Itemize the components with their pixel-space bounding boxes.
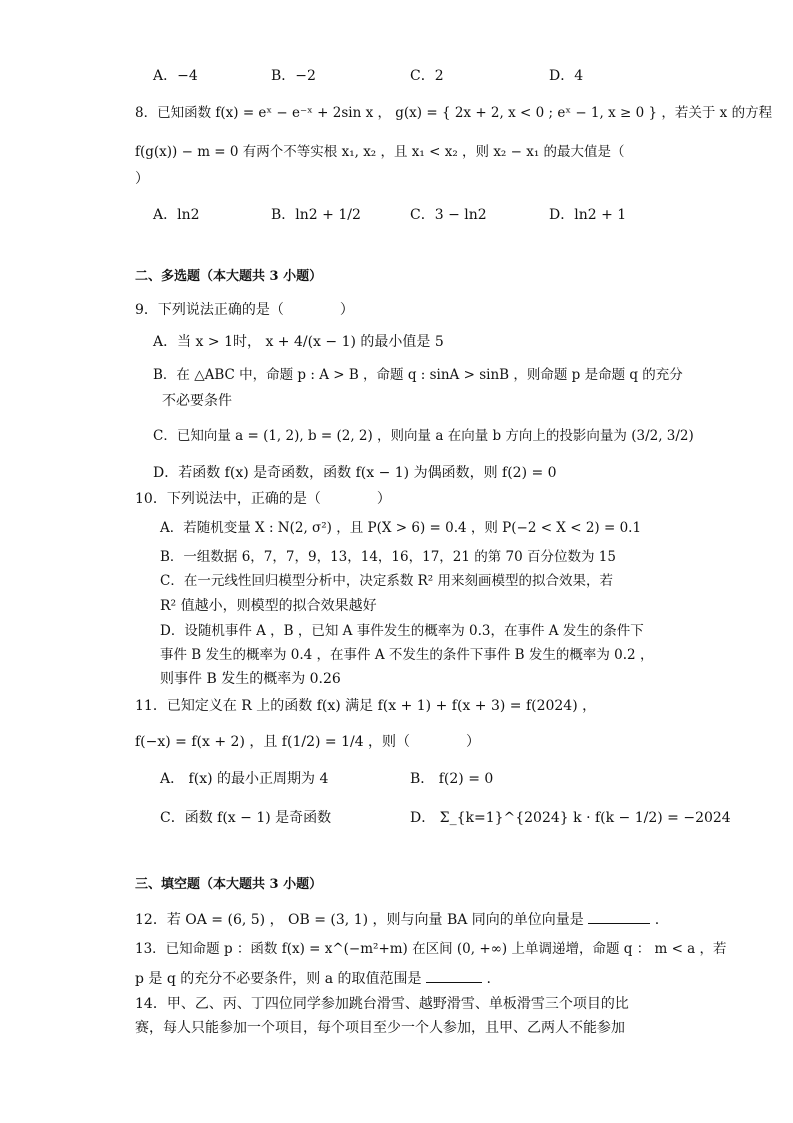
q10-stem: 10．下列说法中，正确的是（ ） <box>135 491 391 507</box>
q13-line2-wrap <box>135 968 491 988</box>
q14-line2: 赛，每人只能参加一个项目，每个项目至少一个人参加，且甲、乙两人不能参加 <box>135 1020 625 1036</box>
q7-option-c: C．2 <box>410 68 444 84</box>
q10-option-d-line1: D．设随机事件 A ，B ，已知 A 事件发生的概率为 0.3，在事件 A 发生的条件下 <box>160 623 644 639</box>
q12-answer-blank[interactable] <box>588 909 650 924</box>
q13-line1: 13．已知命题 p ：函数 f(x) = x^(−m²+m) 在区间 (0, +∞) 上单调递增，命题 q ： m < a ，若 <box>135 941 727 957</box>
q11-option-c: C．函数 f(x − 1) 是奇函数 <box>160 810 332 826</box>
q9-stem: 9．下列说法正确的是（ ） <box>135 302 354 318</box>
q10-option-b: B．一组数据 6，7，7，9，13，14，16，17，21 的第 70 百分位数为 15 <box>160 549 616 565</box>
q11-line1: 11．已知定义在 R 上的函数 f(x) 满足 f(x + 1) + f(x + 3) = f(2024) ， <box>135 698 597 714</box>
q9-option-b-line1: B．在 △ABC 中，命题 p : A > B ，命题 q : sinA > sinB ，则命题 p 是命题 q 的充分 <box>153 367 683 383</box>
q13-answer-blank[interactable] <box>426 968 482 983</box>
q12-line <box>135 909 659 929</box>
q8-option-a: A．ln2 <box>153 207 200 223</box>
q13-line2: p 是 q 的充分不必要条件，则 a 的取值范围是 <box>135 971 422 987</box>
q11-option-b: B． f(2) = 0 <box>410 771 494 787</box>
q8-option-b: B．ln2 + 1/2 <box>271 207 361 223</box>
q9-option-a: A．当 x > 1时， x + 4/(x − 1) 的最小值是 5 <box>153 334 444 350</box>
q9-option-b-line2: 不必要条件 <box>162 393 232 409</box>
q11-line2: f(−x) = f(x + 2) ，且 f(1/2) = 1/4 ，则（ ） <box>135 734 481 750</box>
section-3-title: 三、填空题（本大题共 3 小题） <box>135 877 323 892</box>
q8-line3: ） <box>135 171 149 187</box>
q9-option-d: D．若函数 f(x) 是奇函数，函数 f(x − 1) 为偶函数，则 f(2) = 0 <box>153 465 557 481</box>
q8-line1: 8．已知函数 f(x) = eˣ − e⁻ˣ + 2sin x ， g(x) = { 2x + 2, x < 0 ; eˣ − 1, x ≥ 0 } ，若关于 x 的方程 <box>135 105 773 121</box>
q10-option-a: A．若随机变量 X : N(2, σ²) ，且 P(X > 6) = 0.4 ，则 P(−2 < X < 2) = 0.1 <box>160 520 642 536</box>
q7-option-a: A．−4 <box>153 68 198 84</box>
q10-option-c-line2: R² 值越小，则模型的拟合效果越好 <box>160 598 377 614</box>
q10-option-d-line2: 事件 B 发生的概率为 0.4 ，在事件 A 不发生的条件下事件 B 发生的概率为 0.2 ， <box>160 647 654 663</box>
q13-end: . <box>486 971 491 987</box>
q7-option-d: D．4 <box>549 68 584 84</box>
q10-option-c-line1: C．在一元线性回归模型分析中，决定系数 R² 用来刻画模型的拟合效果，若 <box>160 573 613 589</box>
q7-option-b: B．−2 <box>271 68 316 84</box>
q8-option-d: D．ln2 + 1 <box>549 207 627 223</box>
q12-end: . <box>654 912 660 928</box>
q12-text: 12．若 OA = (6, 5) ， OB = (3, 1) ，则与向量 BA 同向的单位向量是 <box>135 912 584 928</box>
q9-option-c: C．已知向量 a = (1, 2), b = (2, 2) ，则向量 a 在向量 b 方向上的投影向量为 (3/2, 3/2) <box>153 428 694 444</box>
q8-option-c: C．3 − ln2 <box>410 207 487 223</box>
q14-line1: 14．甲、乙、丙、丁四位同学参加跳台滑雪、越野滑雪、单板滑雪三个项目的比 <box>135 996 629 1012</box>
section-2-title: 二、多选题（本大题共 3 小题） <box>135 269 323 284</box>
q10-option-d-line3: 则事件 B 发生的概率为 0.26 <box>160 671 341 687</box>
q11-option-d: D． Σ_{k=1}^{2024} k · f(k − 1/2) = −2024 <box>410 810 731 826</box>
q11-option-a: A． f(x) 的最小正周期为 4 <box>160 771 329 787</box>
q8-line2: f(g(x)) − m = 0 有两个不等实根 x₁, x₂ ，且 x₁ < x₂ ，则 x₂ − x₁ 的最大值是（ <box>135 144 625 160</box>
